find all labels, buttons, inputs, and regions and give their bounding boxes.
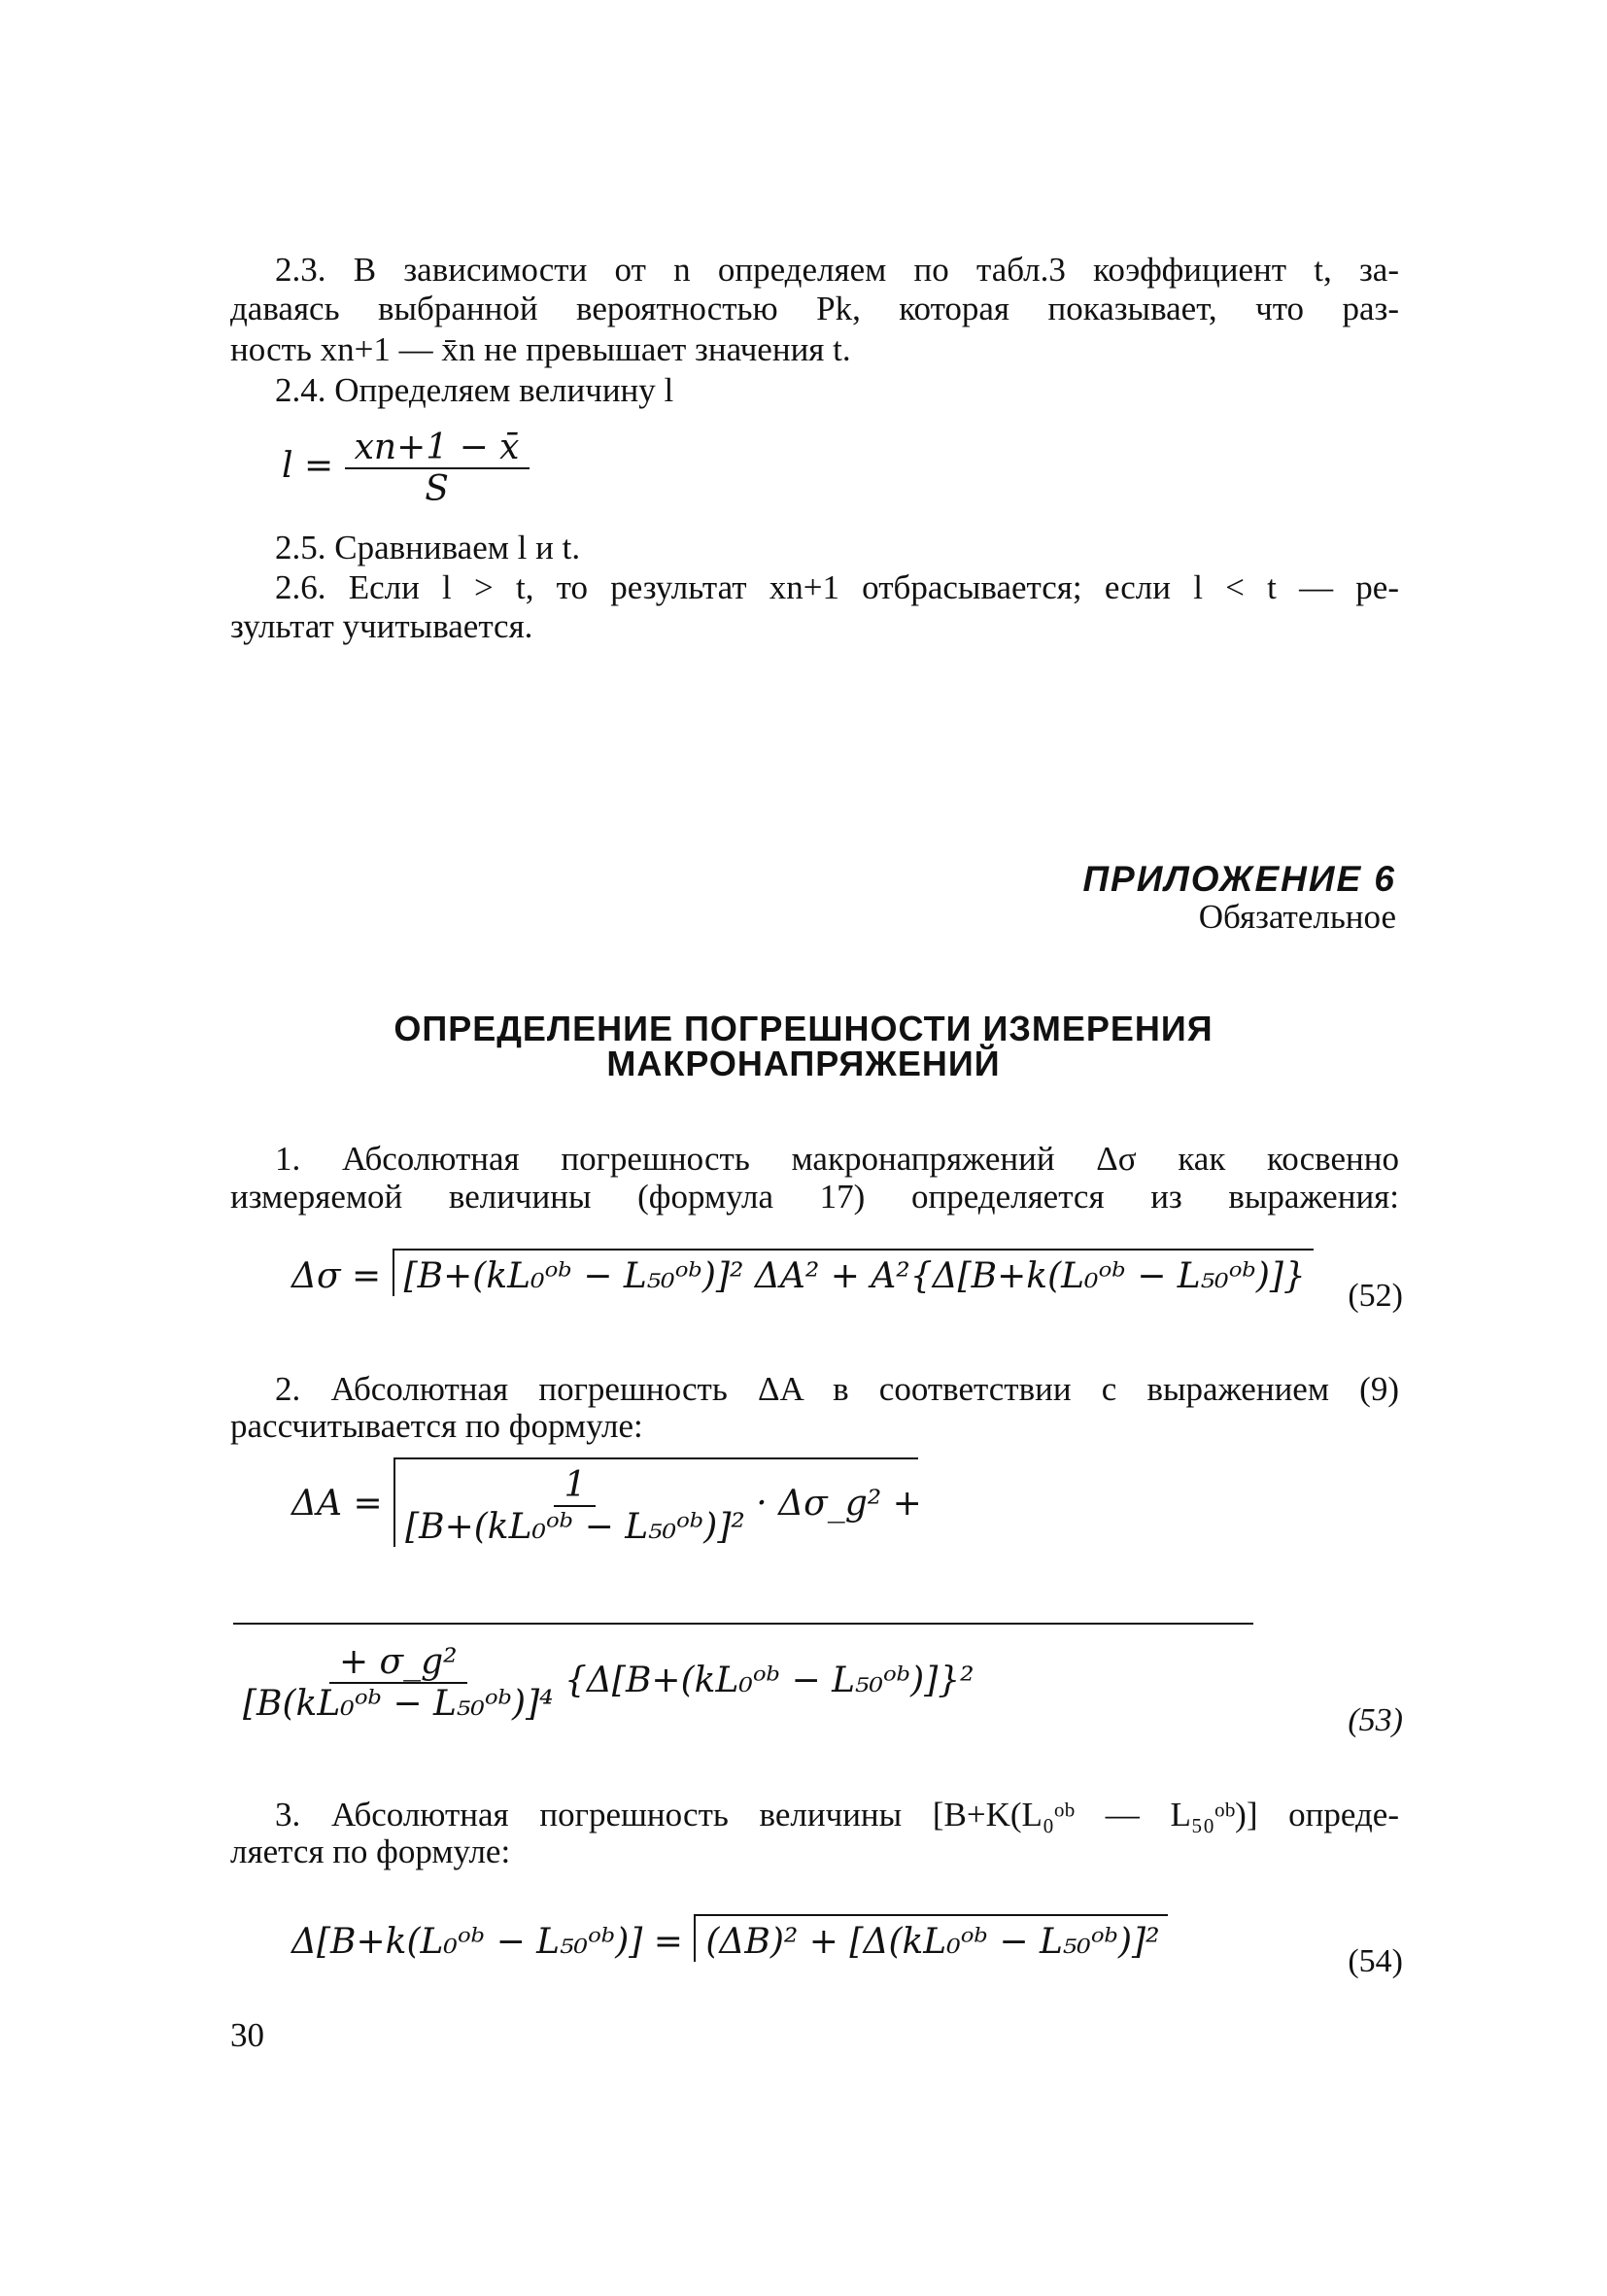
section-title: ОПРЕДЕЛЕНИЕ ПОГРЕШНОСТИ ИЗМЕРЕНИЯ: [393, 1009, 1214, 1048]
paragraph-3-line: ляется по формуле:: [230, 1833, 511, 1870]
equation-number: (53): [1348, 1702, 1403, 1738]
formula-l: [282, 428, 530, 509]
paragraph-2-6-line: зультат учитывается.: [230, 607, 533, 645]
equation-53-part2: [243, 1642, 974, 1724]
text-line: ность xn+1 — x̄n не превышает значения t.: [230, 330, 851, 368]
page-number: 30: [230, 2016, 264, 2054]
text-line: даваясь выбранной вероятностью Pk, которая показывает, что раз-: [230, 290, 1399, 327]
equation-lhs: ΔA =: [291, 1484, 383, 1524]
equation-52: [291, 1249, 1314, 1296]
appendix-status: Обязательное: [1198, 898, 1396, 936]
paragraph-2-4: 2.4. Определяем величину l: [275, 371, 674, 409]
paragraph-2-6-line: 2.6. Если l > t, то результат xn+1 отбрасывается; если l < t — ре-: [275, 568, 1399, 606]
equation-body: (ΔB)² + [Δ(kL₀ᵒᵇ − L₅₀ᵒᵇ)]²: [705, 1922, 1160, 1962]
paragraph-1-line: измеряемой величины (формула 17) определяется из выражения:: [230, 1178, 1399, 1216]
equation-term: {Δ[B+(kL₀ᵒᵇ − L₅₀ᵒᵇ)]}²: [564, 1661, 974, 1700]
denominator: [B(kL₀ᵒᵇ − L₅₀ᵒᵇ)]⁴: [243, 1684, 554, 1724]
numerator: + σ_g²: [329, 1642, 467, 1684]
fraction: [405, 1465, 745, 1547]
square-root: [393, 1457, 922, 1547]
denominator: S: [425, 469, 449, 509]
paragraph-1-line: 1. Абсолютная погрешность макронапряжений Δσ как косвенно: [275, 1140, 1399, 1178]
formula-lhs: l =: [282, 446, 334, 486]
radical-continuation-line: [233, 1623, 1253, 1625]
equation-number: (52): [1348, 1278, 1403, 1314]
equation-body: [B+(kL₀ᵒᵇ − L₅₀ᵒᵇ)]² ΔA² + A²{Δ[B+k(L₀ᵒᵇ − L₅₀ᵒᵇ)]}: [403, 1256, 1306, 1296]
paragraph-2-line: рассчитывается по формуле:: [230, 1407, 643, 1445]
fraction: [243, 1642, 554, 1724]
equation-number: (54): [1348, 1943, 1403, 1979]
paragraph-2-5: 2.5. Сравниваем l и t.: [275, 529, 581, 566]
appendix-label: ПРИЛОЖЕНИЕ 6: [1082, 859, 1396, 899]
equation-term: · Δσ_g² +: [756, 1484, 922, 1524]
paragraph-2-line: 2. Абсолютная погрешность ΔA в соответствии с выражением (9): [275, 1370, 1399, 1408]
equation-53-part1: [291, 1457, 922, 1547]
equation-54: [291, 1914, 1168, 1962]
equation-lhs: Δ[B+k(L₀ᵒᵇ − L₅₀ᵒᵇ)] =: [291, 1922, 683, 1962]
paragraph-3-line: 3. Абсолютная погрешность величины [B+K(L₀ᵒᵇ — L₅₀ᵒᵇ)] опреде-: [275, 1796, 1399, 1833]
numerator: 1: [554, 1465, 596, 1507]
square-root: [393, 1249, 1314, 1296]
fraction: [345, 428, 530, 509]
denominator: [B+(kL₀ᵒᵇ − L₅₀ᵒᵇ)]²: [405, 1507, 745, 1547]
section-title: МАКРОНАПРЯЖЕНИЙ: [606, 1044, 1001, 1083]
equation-lhs: Δσ =: [291, 1256, 382, 1296]
numerator: xn+1 − x̄: [345, 428, 530, 469]
text-line: 2.3. В зависимости от n определяем по табл.3 коэффициент t, за-: [275, 251, 1399, 289]
square-root: [694, 1914, 1167, 1962]
